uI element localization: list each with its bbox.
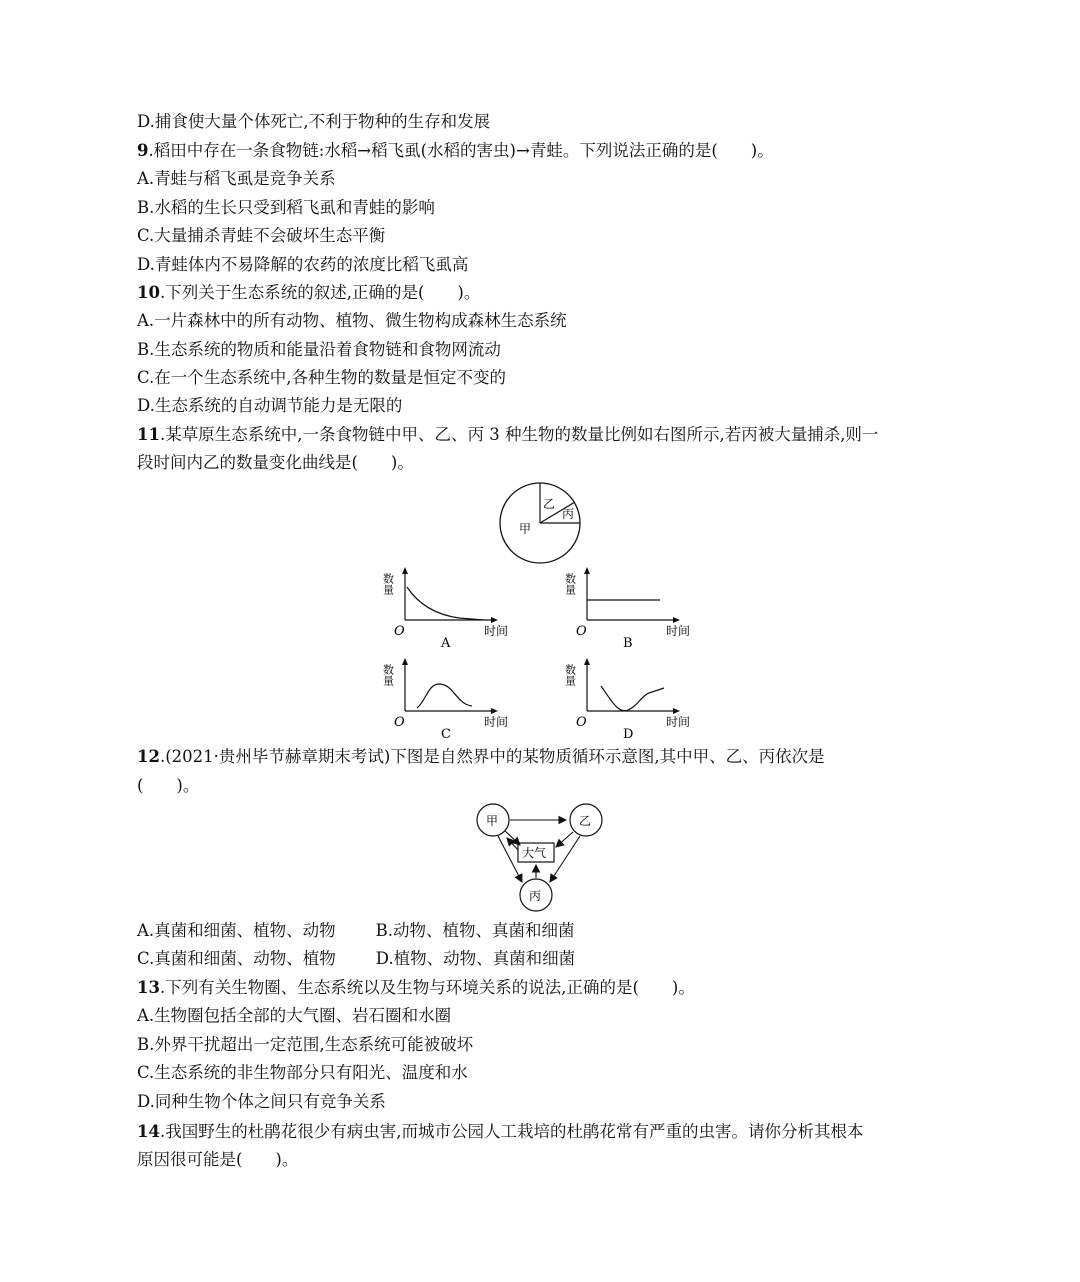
q10-option-d: D.生态系统的自动调节能力是无限的 <box>137 396 403 415</box>
graph-b-letter: B <box>623 636 633 651</box>
graph-b-ylabel: 数量 <box>563 573 577 595</box>
q11-stem-line1: 11.某草原生态系统中,一条食物链中甲、乙、丙 3 种生物的数量比例如右图所示,若丙被大量捕杀,则一 <box>137 425 879 444</box>
q10-option-a: A.一片森林中的所有动物、植物、微生物构成森林生态系统 <box>137 311 567 330</box>
graph-d-origin: O <box>576 715 587 730</box>
q11-ratio-pie <box>495 478 585 568</box>
graph-c-curve <box>417 684 472 708</box>
q13-option-d: D.同种生物个体之间只有竞争关系 <box>137 1092 386 1111</box>
q12-options-cd <box>137 948 575 970</box>
cycle-label-air: 大气 <box>522 846 547 860</box>
q12-option-a: A.真菌和细菌、植物、动物 <box>137 921 336 940</box>
graph-a-xlabel: 时间 <box>484 624 509 638</box>
q10-option-b: B.生态系统的物质和能量沿着食物链和食物网流动 <box>137 340 501 359</box>
q14-stem-line2: 原因很可能是( )。 <box>137 1150 299 1169</box>
q11-graph-a <box>381 565 524 651</box>
q12-cycle-diagram <box>470 800 610 915</box>
graph-d-letter: D <box>623 727 634 742</box>
q9-option-d: D.青蛙体内不易降解的农药的浓度比稻飞虱高 <box>137 255 469 274</box>
graph-c-origin: O <box>394 715 405 730</box>
q9-option-c: C.大量捕杀青蛙不会破坏生态平衡 <box>137 226 386 245</box>
q13-stem: 13.下列有关生物圈、生态系统以及生物与环境关系的说法,正确的是( )。 <box>137 978 695 997</box>
q10-stem: 10.下列关于生态系统的叙述,正确的是( )。 <box>137 283 481 302</box>
q13-option-c: C.生态系统的非生物部分只有阳光、温度和水 <box>137 1063 468 1082</box>
q11-graph-d <box>563 656 706 742</box>
graph-b-origin: O <box>576 624 587 639</box>
graph-a-ylabel: 数量 <box>381 573 395 595</box>
graph-a-letter: A <box>441 636 451 651</box>
q11-graph-b <box>563 565 706 651</box>
q9-stem: 9.稻田中存在一条食物链:水稻→稻飞虱(水稻的害虫)→青蛙。下列说法正确的是( )。 <box>137 141 774 160</box>
cycle-label-jia: 甲 <box>486 814 499 828</box>
cycle-label-bing: 丙 <box>529 889 542 903</box>
q11-graph-c <box>381 656 524 742</box>
graph-a-curve <box>407 587 484 620</box>
q12-stem-line1: 12.(2021·贵州毕节赫章期末考试)下图是自然界中的某物质循环示意图,其中甲、乙、丙依次是 <box>137 747 825 766</box>
graph-a-origin: O <box>394 624 405 639</box>
q12-option-c: C.真菌和细菌、动物、植物 <box>137 949 336 968</box>
q12-option-d: D.植物、动物、真菌和细菌 <box>375 949 576 968</box>
graph-c-ylabel: 数量 <box>381 664 395 686</box>
pie-label-bing: 丙 <box>562 507 575 521</box>
q9-option-a: A.青蛙与稻飞虱是竞争关系 <box>137 169 336 188</box>
q12-options-ab <box>137 920 575 942</box>
pie-label-yi: 乙 <box>543 497 556 511</box>
graph-c-xlabel: 时间 <box>484 715 509 729</box>
q9-option-b: B.水稻的生长只受到稻飞虱和青蛙的影响 <box>137 198 435 217</box>
q8-option-d: D.捕食使大量个体死亡,不利于物种的生存和发展 <box>137 112 491 131</box>
graph-d-curve <box>601 686 664 711</box>
q13-option-a: A.生物圈包括全部的大气圈、岩石圈和水圈 <box>137 1006 452 1025</box>
q14-stem-line1: 14.我国野生的杜鹃花很少有病虫害,而城市公园人工栽培的杜鹃花常有严重的虫害。请你分析其根本 <box>137 1122 864 1141</box>
graph-b-xlabel: 时间 <box>666 624 691 638</box>
cycle-label-yi: 乙 <box>579 814 592 828</box>
graph-d-ylabel: 数量 <box>563 664 577 686</box>
q11-stem-line2: 段时间内乙的数量变化曲线是( )。 <box>137 453 414 472</box>
graph-d-xlabel: 时间 <box>666 715 691 729</box>
q10-option-c: C.在一个生态系统中,各种生物的数量是恒定不变的 <box>137 368 507 387</box>
q13-option-b: B.外界干扰超出一定范围,生态系统可能被破坏 <box>137 1035 474 1054</box>
pie-label-jia: 甲 <box>519 522 532 536</box>
q12-stem-line2: ( )。 <box>137 776 200 795</box>
q12-option-b: B.动物、植物、真菌和细菌 <box>375 921 575 940</box>
graph-c-letter: C <box>441 727 451 742</box>
